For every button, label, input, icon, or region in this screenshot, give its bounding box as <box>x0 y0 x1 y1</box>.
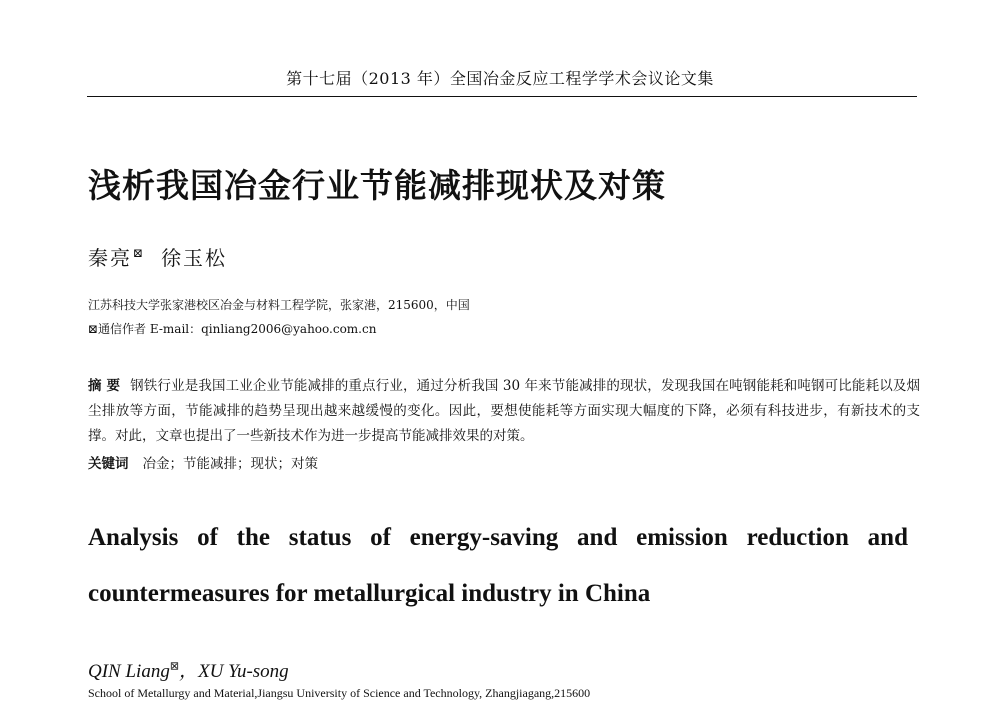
keywords-label: 关键词 <box>88 456 129 472</box>
english-title-line-1: Analysis of the status of energy-saving and emission reduction and <box>88 524 908 551</box>
chinese-authors <box>88 242 227 271</box>
author-2-cn: 徐玉松 <box>161 246 228 270</box>
abstract-label: 摘 要 <box>88 378 121 394</box>
keywords <box>88 452 318 472</box>
keywords-text: 冶金；节能减排；现状；对策 <box>142 456 318 472</box>
corresponding-mark-en: ⊠ <box>169 660 180 673</box>
running-header: 第十七届（2013 年）全国冶金反应工程学学术会议论文集 <box>286 69 714 88</box>
header-rule <box>87 96 917 97</box>
corresponding-mark: ⊠ <box>133 246 146 261</box>
english-affiliation: School of Metallurgy and Material,Jiangsu University of Science and Technology, Zhangjiagang,215600 <box>88 686 591 700</box>
author-1-cn: 秦亮 <box>88 246 132 270</box>
corresponding-email: ⊠通信作者 E-mail：qinliang2006@yahoo.com.cn <box>88 322 377 336</box>
author-1-en: QIN Liang <box>88 661 170 682</box>
author-2-en: XU Yu-song <box>198 661 289 682</box>
english-authors <box>88 656 289 683</box>
english-title-line-2: countermeasures for metallurgical industry in China <box>88 580 651 607</box>
author-separator: ， <box>179 661 199 682</box>
chinese-title: 浅析我国冶金行业节能减排现状及对策 <box>88 166 666 205</box>
abstract <box>88 374 920 449</box>
abstract-text: 钢铁行业是我国工业企业节能减排的重点行业，通过分析我国 30 年来节能减排的现状，发现我国在吨钢能耗和吨钢可比能耗以及烟尘排放等方面，节能减排的趋势呈现出越来越缓慢的变化。因此，要想使能耗等方面实现大幅度的下降，必须有科技进步，有新技术的支撑。对此，文章也提出了一些新技术作为进一步提高节能减排效果的对策。 <box>88 378 921 444</box>
english-title <box>88 510 908 622</box>
chinese-affiliation: 江苏科技大学张家港校区冶金与材料工程学院，张家港，215600，中国 <box>88 298 470 312</box>
